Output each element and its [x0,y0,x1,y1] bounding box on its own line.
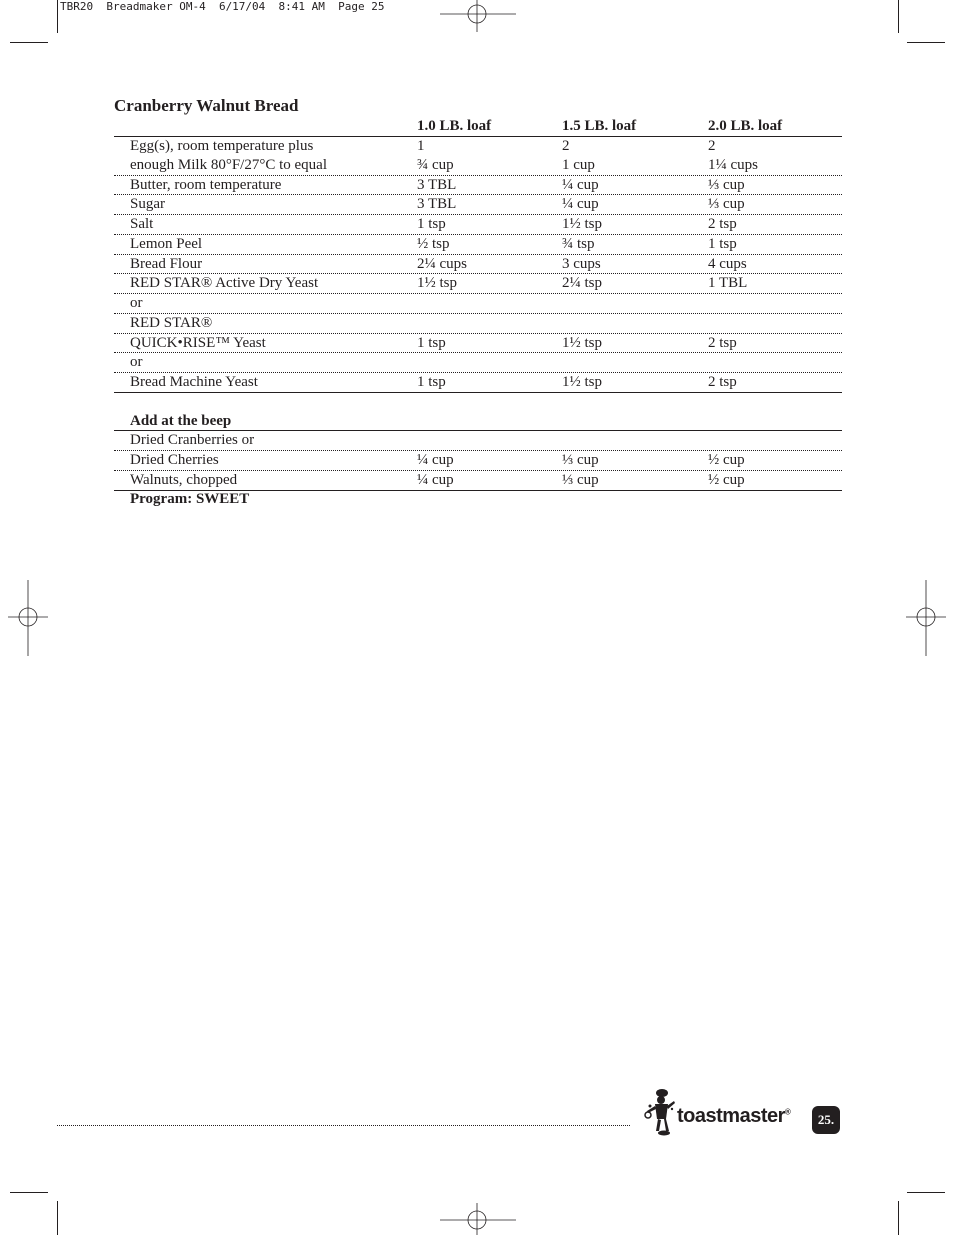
crop-mark [898,0,899,33]
ingredient-name: Sugar [130,196,165,213]
amount-1-5lb: 1½ tsp [562,374,603,390]
ingredient-name: Dried Cherries [130,452,219,468]
amount-1-5lb: 1½ tsp [562,216,603,232]
program-label: Program: SWEET [130,491,250,507]
crop-mark [57,1201,58,1235]
ingredient-name: Egg(s), room temperature plus [130,138,314,154]
ingredient-name: Butter, room temperature [130,176,282,193]
amount-2lb: 1¼ cups [708,156,758,173]
amount-1-5lb: ⅓ cup [562,452,599,468]
ingredient-name: RED STAR® Active Dry Yeast [130,275,319,292]
table-row [114,353,842,373]
table-row [114,314,842,334]
amount-2lb: 4 cups [708,255,747,272]
amount-1-5lb: 1½ tsp [562,334,603,351]
brand-logo [644,1087,804,1137]
amount-1lb: 1 tsp [417,374,446,390]
ingredient-name: enough Milk 80°F/27°C to equal [130,156,327,173]
recipe-title: Cranberry Walnut Bread [114,96,299,115]
crop-mark [907,1192,945,1193]
amount-2lb: 1 tsp [708,235,737,252]
amount-1-5lb: ¼ cup [562,196,599,213]
table-row [114,235,842,255]
amount-1lb: 1 tsp [417,216,446,232]
crop-mark [907,42,945,43]
amount-2lb: 2 [708,138,716,154]
registration-mark-icon [440,0,516,32]
table-row [114,195,842,215]
amount-1lb: ½ tsp [417,235,450,252]
amount-1lb: 1 tsp [417,334,446,351]
footer-rule [57,1125,630,1126]
amount-2lb: 1 TBL [708,275,748,292]
column-header: 2.0 LB. loaf [708,118,783,134]
ingredient-name: or [130,295,143,311]
amount-1-5lb: ¾ tsp [562,235,595,252]
amount-1lb: 3 TBL [417,176,457,193]
table-row [114,451,842,471]
table-header [114,117,842,137]
print-slug: TBR20 Breadmaker OM-4 6/17/04 8:41 AM Page 25 [60,0,385,13]
amount-1lb: ¼ cup [417,471,454,488]
amount-1lb: 3 TBL [417,196,457,213]
section-heading: Add at the beep [130,412,232,429]
amount-2lb: 2 tsp [708,374,737,390]
ingredient-name: Salt [130,216,154,232]
page-number: 25. [812,1106,840,1134]
table-row [114,137,842,156]
amount-1lb: ¼ cup [417,452,454,468]
amount-1-5lb: ¼ cup [562,176,599,193]
amount-1-5lb: ⅓ cup [562,471,599,488]
amount-2lb: 2 tsp [708,334,737,351]
registration-mark-icon [440,1203,516,1235]
amount-2lb: ½ cup [708,452,745,468]
amount-1-5lb: 2¼ tsp [562,275,603,292]
ingredient-name: RED STAR® [130,314,213,331]
amount-2lb: ⅓ cup [708,196,745,213]
ingredient-name: Lemon Peel [130,235,203,252]
section-heading-row [114,412,842,432]
recipe-table [114,117,842,491]
amount-1-5lb: 2 [562,138,570,154]
registration-mark-icon [906,580,946,656]
crop-mark [10,1192,48,1193]
amount-1-5lb: 1 cup [562,156,595,173]
column-header: 1.5 LB. loaf [562,118,637,134]
crop-mark [57,0,58,33]
registration-mark-icon [8,580,48,656]
amount-1lb: 2¼ cups [417,255,467,272]
chef-mascot-icon [644,1087,676,1137]
ingredient-name: Dried Cranberries or [130,432,255,449]
amount-1lb: ¾ cup [417,156,454,173]
amount-1lb: 1½ tsp [417,275,458,292]
ingredient-name: Bread Machine Yeast [130,374,258,390]
table-row [114,334,842,354]
amount-2lb: 2 tsp [708,216,737,232]
table-row [114,274,842,294]
table-row [114,471,842,491]
column-header: 1.0 LB. loaf [417,118,492,134]
table-row [114,294,842,314]
table-row [114,431,842,451]
ingredient-name: Bread Flour [130,255,203,272]
table-spacer [114,393,842,412]
amount-1-5lb: 3 cups [562,255,601,272]
crop-mark [898,1201,899,1235]
brand-name: toastmaster® [677,1105,791,1127]
ingredient-name: or [130,354,143,371]
ingredient-name: Walnuts, chopped [130,471,238,488]
table-row [114,373,842,393]
amount-1lb: 1 [417,138,425,154]
table-row [114,156,842,176]
table-row [114,215,842,235]
table-row [114,176,842,196]
crop-mark [10,42,48,43]
table-row [114,255,842,275]
amount-2lb: ½ cup [708,471,745,488]
ingredient-name: QUICK•RISE™ Yeast [130,334,266,351]
amount-2lb: ⅓ cup [708,176,745,193]
